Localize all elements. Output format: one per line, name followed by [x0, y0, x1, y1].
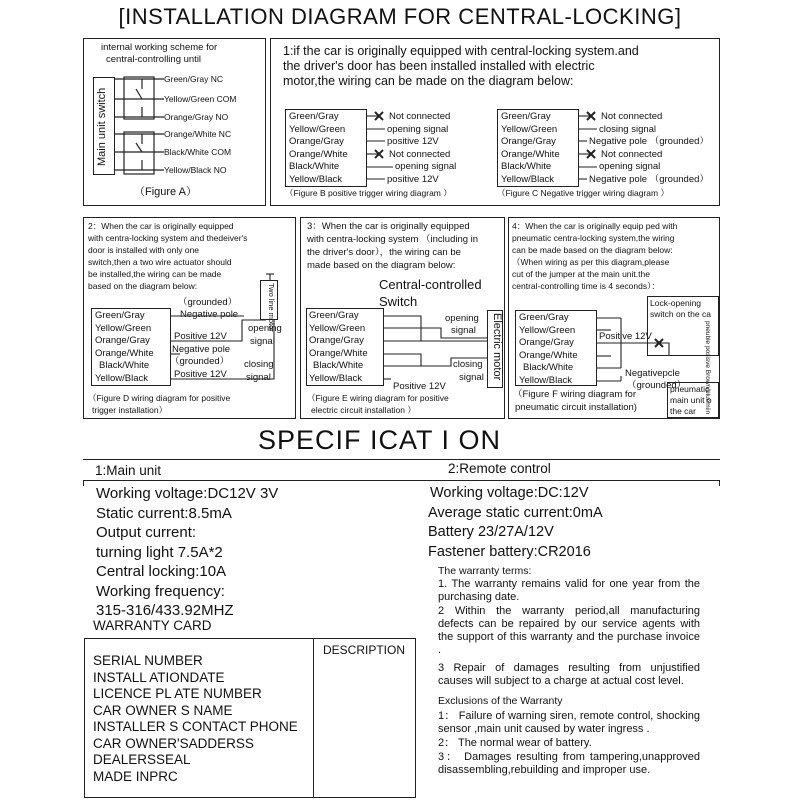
panel-2-line-2: with centra-locking system and thedeiver's	[88, 233, 248, 243]
lock-opening-label: Lock-opening	[650, 298, 702, 308]
switch-label: Switch	[379, 294, 418, 309]
spec-main-3: Output current:	[96, 524, 197, 541]
figure-e-wire-4: Orange/White	[309, 347, 368, 359]
figure-e-wire-1: Green/Gray	[309, 310, 359, 321]
panel-3-line-2: with centra-locking system （including in	[307, 234, 479, 245]
panel-2-line-4: switch,then a two wire actuator should	[88, 257, 232, 267]
pneumatic-label-2: main unit o	[670, 395, 712, 405]
description-divider	[313, 639, 314, 797]
figure-f-grounded: （grounded）	[627, 380, 687, 391]
pneumatic-label-1: pneumatic	[670, 384, 710, 394]
spec-remote-2: Average static current:0mA	[428, 505, 603, 521]
panel-2-line-3: door is installed with only one	[88, 245, 200, 255]
description-label: DESCRIPTION	[323, 643, 406, 657]
main-unit-switch-label: Main unit switch	[96, 87, 108, 166]
warranty-field-owner-address: CAR OWNER'SADDERSS	[93, 736, 254, 751]
exclusion-1: 1： Failure of warning siren, remote control, shocking sensor ,main unit caused by water ingress .	[438, 710, 700, 735]
warranty-term-3: 3 Repair of damages resulting from unjustified causes will subject to a charge at actual cost level.	[438, 662, 700, 687]
figure-f-wire-6: Yellow/Black	[519, 375, 572, 386]
exclusions-title: Exclusions of the Warranty	[438, 695, 563, 707]
figure-b-label-3: positive 12V	[387, 136, 439, 148]
exclusion-2: 2： The normal wear of battery.	[438, 737, 592, 749]
panel-2-grounded: （grounded）	[178, 297, 238, 308]
panel-2-line-6: based on the diagram below:	[88, 281, 198, 291]
figure-b-label-1: Not connected	[389, 111, 451, 122]
figure-d-wire-5: Black/White	[99, 360, 150, 372]
figure-e-closing: closing	[453, 359, 483, 370]
figure-d-pos-12v: Positive 12V	[174, 331, 227, 342]
figure-c-label-3: Negative pole （grounded）	[589, 136, 709, 148]
figure-d-caption-2: trigger installation）	[92, 405, 168, 415]
figure-c-label-4: Not connected	[601, 148, 663, 160]
figure-c-label-2: closing signal	[599, 123, 657, 135]
figure-c-wire-3: Orange/Gray	[501, 136, 556, 148]
figure-d-signal-1: signal	[250, 336, 275, 347]
figure-e-wiring	[301, 218, 506, 420]
figure-d-pos-12v-2: Positive 12V	[174, 369, 227, 380]
two-line-motor-label: Two line motor	[267, 283, 276, 332]
figure-a-caption: （Figure A）	[134, 186, 197, 198]
figure-d-grounded-2: （grounded）	[170, 356, 230, 367]
spec-remote-4: Fastener battery:CR2016	[428, 544, 591, 560]
figure-d-caption-1: （Figure D wiring diagram for positive	[88, 393, 231, 403]
figure-c-wire-5: Black/White	[501, 161, 552, 173]
panel-4-line-6: central-controlling time is 4 seconds）：	[512, 281, 660, 291]
figure-e-wire-2: Yellow/Green	[309, 322, 366, 334]
warranty-card	[84, 638, 416, 798]
panel-3-line-4: made based on the diagram below:	[307, 260, 456, 271]
figure-d-wire-2: Yellow/Green	[95, 322, 152, 334]
spec-remote-title: 2:Remote control	[448, 461, 551, 476]
figure-a-heading: internal working scheme for	[101, 42, 218, 53]
figure-c-label-1: Not connected	[601, 111, 663, 122]
figure-d-neg-pole-2: Negative pole	[172, 344, 231, 355]
figure-b-caption: （Figure B positive trigger wiring diagram ）	[285, 188, 452, 198]
figure-c-label-5: opening signal	[599, 161, 661, 173]
figure-a-schematic	[84, 39, 267, 207]
figure-e-caption-2: electric circuit installation ）	[311, 405, 416, 415]
spec-main-1: Working voltage:DC12V 3V	[96, 485, 279, 502]
panel-1	[270, 38, 720, 206]
panel-4	[508, 217, 720, 419]
spec-main-unit-title: 1:Main unit	[95, 463, 162, 478]
figure-a-heading-2: central-controlling until	[106, 54, 202, 65]
page-title: [INSTALLATION DIAGRAM FOR CENTRAL-LOCKING]	[118, 4, 682, 29]
lock-opening-label-2: switch on the ca	[650, 309, 711, 319]
figure-e-signal-1: signal	[451, 325, 476, 336]
figure-b-wire-3: Orange/Gray	[289, 136, 344, 148]
figure-b-label-5: opening signal	[395, 161, 457, 173]
panel-1-text-1: 1:if the car is originally equipped with central-locking system.and	[283, 44, 639, 58]
figure-f-wire-2: Yellow/Green	[519, 324, 576, 336]
figure-d-closing: closing	[244, 359, 274, 370]
figure-a-panel	[83, 38, 266, 206]
panel-3-line-1: 3：When the car is originally equipped	[307, 221, 470, 232]
figure-f-wire-4: Orange/White	[519, 349, 578, 361]
figure-c-label-6: Negative pole （grounded）	[589, 174, 709, 185]
central-controlled-label: Central-controlled	[379, 277, 482, 292]
spec-divider	[83, 459, 720, 460]
panel-3	[300, 217, 505, 419]
pneumatic-label-3: the car	[670, 406, 696, 416]
figure-a-wire-1: Green/Gray NC	[164, 74, 224, 84]
figure-d-wire-4: Orange/White	[95, 347, 154, 359]
figure-d-neg-pole: Negative pole	[180, 309, 239, 320]
figure-e-signal-2: signal	[459, 372, 484, 383]
figure-f-wire-3: Orange/Gray	[519, 337, 574, 349]
figure-f-caption-1: （Figure F wiring diagram for	[513, 389, 637, 400]
figure-c-wire-2: Yellow/Green	[501, 123, 558, 135]
warranty-term-2: 2 Within the warranty period,all manufacturing defects can be repaired by our service agents with the support of this warranty and the purchase invoice .	[438, 605, 700, 656]
figure-d-opening: opening	[248, 323, 282, 334]
warranty-field-licence: LICENCE PL ATE NUMBER	[93, 686, 262, 701]
figure-f-pos-12v: Positive 12V	[599, 331, 652, 342]
figure-b-wire-4: Orange/White	[289, 148, 348, 160]
panel-1-text-3: motor,the wiring can be made on the diagram below:	[283, 74, 574, 88]
figure-f-wiring	[509, 218, 721, 420]
warranty-field-owner-name: CAR OWNER S NAME	[93, 703, 233, 718]
figure-e-wire-3: Orange/Gray	[309, 335, 364, 347]
figure-c-wire-4: Orange/White	[501, 148, 560, 160]
figure-c-wire-6: Yellow/Black	[501, 174, 554, 185]
warranty-field-installer-phone: INSTALLER S CONTACT PHONE	[93, 719, 298, 734]
panel-4-line-3: can be made based on the diagram below:	[512, 245, 673, 255]
spec-main-4: turning light 7.5A*2	[96, 544, 223, 561]
figure-a-wire-5: Black/White COM	[164, 147, 232, 157]
figure-d-wiring	[84, 218, 297, 420]
panel-2-line-5: be installed,the wiring can be made	[88, 269, 222, 279]
figure-e-pos-12v: Positive 12V	[393, 381, 446, 392]
figure-b-c-wires	[271, 39, 721, 207]
spec-main-7: 315-316/433.92MHZ	[96, 602, 234, 619]
warranty-field-dealer-seal: DEALERSSEAL	[93, 752, 191, 767]
figure-a-wire-4: Orange/White NC	[164, 129, 232, 139]
figure-a-wire-2: Yellow/Green COM	[164, 94, 237, 104]
spec-main-5: Central locking:10A	[96, 563, 227, 580]
panel-4-line-5: cut of the jumper at the main unit.the	[512, 269, 650, 279]
figure-a-wire-6: Yellow/Black NO	[164, 165, 227, 175]
figure-b-label-6: positive 12V	[387, 174, 439, 185]
figure-f-caption-2: pneumatic circuit installation)	[515, 402, 637, 413]
figure-d-wire-1: Green/Gray	[95, 310, 145, 321]
figure-e-wire-5: Black/White	[313, 360, 364, 372]
figure-b-label-4: Not connected	[389, 148, 451, 160]
warranty-terms-title: The warranty terms:	[438, 565, 532, 577]
warranty-field-serial: SERIAL NUMBER	[93, 653, 203, 668]
figure-c-wire-1: Green/Gray	[501, 111, 551, 122]
spec-heading: SPECIF ICAT I ON	[258, 425, 502, 455]
warranty-term-1: 1. The warranty remains valid for one year from the purchasing date.	[438, 578, 700, 603]
figure-f-wire-1: Green/Gray	[519, 312, 569, 323]
spec-remote-3: Battery 23/27A/12V	[428, 524, 554, 540]
panel-4-line-1: 4：When the car is originally equip ped with	[512, 221, 678, 231]
figure-f-negative: Negativepcle	[625, 368, 680, 379]
lock-switch-rotated-label: pneuble posisve Brown/bluemiin	[704, 321, 711, 415]
panel-2-line-1: 2：When the car is originally equipped	[88, 221, 234, 231]
panel-3-line-3: the driver's door），the wiring can be	[307, 247, 461, 258]
figure-f-wire-5: Black/White	[523, 362, 574, 374]
figure-b-wire-6: Yellow/Black	[289, 174, 342, 185]
panel-2	[83, 217, 296, 419]
figure-b-wire-5: Black/White	[289, 161, 340, 173]
figure-a-wire-3: Orange/Gray NO	[164, 112, 229, 122]
figure-b-label-2: opening signal	[387, 123, 449, 135]
figure-b-wire-1: Green/Gray	[289, 111, 339, 122]
figure-e-caption-1: （Figure E wiring diagram for positive	[307, 393, 449, 403]
panel-1-text-2: the driver's door has been installed installed with electric	[283, 59, 595, 73]
figure-e-wire-6: Yellow/Black	[309, 373, 362, 384]
spec-remote-1: Working voltage:DC:12V	[430, 485, 589, 501]
spec-main-6: Working frequency:	[96, 583, 225, 600]
figure-d-wire-6: Yellow/Black	[95, 373, 148, 384]
exclusion-3: 3： Damages resulting from tampering,unapproved disassembling,rebuilding and improper use.	[438, 751, 700, 776]
figure-e-opening: opening	[445, 313, 479, 324]
panel-4-line-2: pneumatic centra-locking system,the wiring	[512, 233, 675, 243]
spec-main-2: Static current:8.5mA	[96, 505, 232, 522]
panel-4-line-4: （When wiring as per this diagram,please	[512, 257, 670, 267]
figure-d-signal-2: signal	[246, 372, 271, 383]
warranty-card-title: WARRANTY CARD	[93, 618, 212, 633]
warranty-field-install-date: INSTALL ATIONDATE	[93, 670, 225, 685]
figure-b-wire-2: Yellow/Green	[289, 123, 346, 135]
figure-d-wire-3: Orange/Gray	[95, 335, 150, 347]
figure-c-caption: （Figure C Negative trigger wiring diagram ）	[497, 188, 669, 198]
warranty-field-made-in: MADE INPRC	[93, 769, 178, 784]
electric-motor-label: Electric motor	[491, 313, 503, 381]
